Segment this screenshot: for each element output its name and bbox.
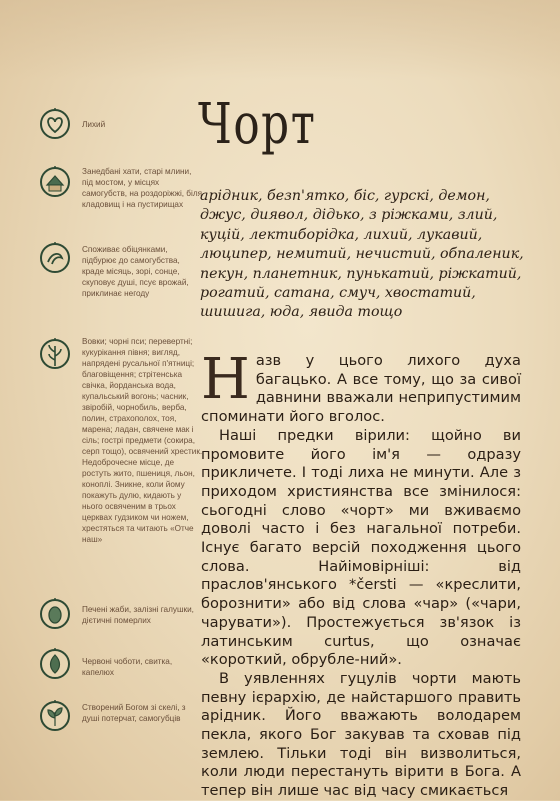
sidebar-text-name: Лихий [82, 120, 106, 129]
page-shadow [0, 0, 560, 80]
paragraph-2: Наші предки вірили: щойно ви промовите його ім'я — одразу прикличете. І тоді лиха не минути. Але з приходом християнства все змінилося: сьогодні слово «чорт» ми вживаємо доволі часто і без нагальної потреби. Існує багато версій походження цього слова. Найімовірніші: від праслов'янського *čersti — «креслити, борознити» або від слова «чар» («чари, чарувати»). Простежується зв'язок із латинським curtus, що означає «короткий, обрубле-ний». [201, 426, 521, 669]
hut-icon [38, 164, 72, 198]
seed-pod-icon [38, 596, 72, 630]
paragraph-1 [201, 347, 521, 427]
leaf-drop-icon [38, 646, 72, 680]
page-title: Чорт [198, 92, 317, 157]
article-body [201, 347, 521, 801]
sidebar-text-actions: Споживає обіцянками, підбурює до самогубства, краде місяць, зорі, сонце, скуповує душі, псує врожай, приклинає негоду [82, 245, 189, 298]
herb-sprig-icon [38, 336, 72, 370]
swirl-bird-icon [38, 240, 72, 274]
sidebar-text-food: Печені жаби, залізні галушки, дієтичні померлих [82, 605, 194, 625]
paragraph-3: В уявленнях гуцулів чорти мають певну ієрархію, де найстаршого править арідник. Його вважають володарем пекла, якого Бог закував та сховав під землею. Тільки тоді він визволиться, коли люди перестануть вірити в Бога. А тепер він лише час від часу смикається [201, 669, 521, 800]
tree-leaf-icon [38, 698, 72, 732]
drop-cap: Н [201, 347, 250, 412]
synonyms-list: арідник, безп'ятко, біс, гурскі, демон, джус, диявол, дідько, з ріжками, злий, куцій, лектиборідка, лихий, лукавий, люципер, немитий, нечистий, обпаленик, пекун, планетник, пунькатий, ріжкатий, рогатий, сатана, смуч, хвостатий, шишига, юда, явида тощо [200, 188, 524, 321]
paragraph-1-text: азв у цього лихого духа багацько. А все тому, що за сивої давнини вважали неприпустимим споминати його вголос. [201, 352, 521, 426]
sidebar-text-origin: Створений Богом зі скелі, з душі потерчат, самогубців [82, 703, 186, 723]
sidebar-text-habitat: Занедбані хати, старі млини, під мостом, у місцях самогубств, на роздоріжжі, біля кладовищ і на пустирищах [82, 167, 203, 209]
sidebar-text-appearance: Червоні чоботи, свитка, капелюх [82, 657, 173, 677]
heart-knot-icon [38, 106, 72, 140]
sidebar-text-protection: Вовки; чорні пси; перевертні; кукурікання півня; вигляд, напрядені русальної п'ятниці; благовіщення; стрітенська свічка, йорданська вода, купальський вогонь; часник, звіробій, чорнобиль, верба, полин, страхополох, тоя, марена; ладан, свячене мак і сіль; гострі предмети (сокира, серп тощо), освячений хрестик. Недоброчесне місце, де ростуть жито, пшениця, льон, коноплі. Зникне, коли йому покажуть дулю, кидають у нього освяченим в трьох церквах гудзиком чи ножем, хрестяться та читають «Отче наш» [82, 337, 203, 544]
